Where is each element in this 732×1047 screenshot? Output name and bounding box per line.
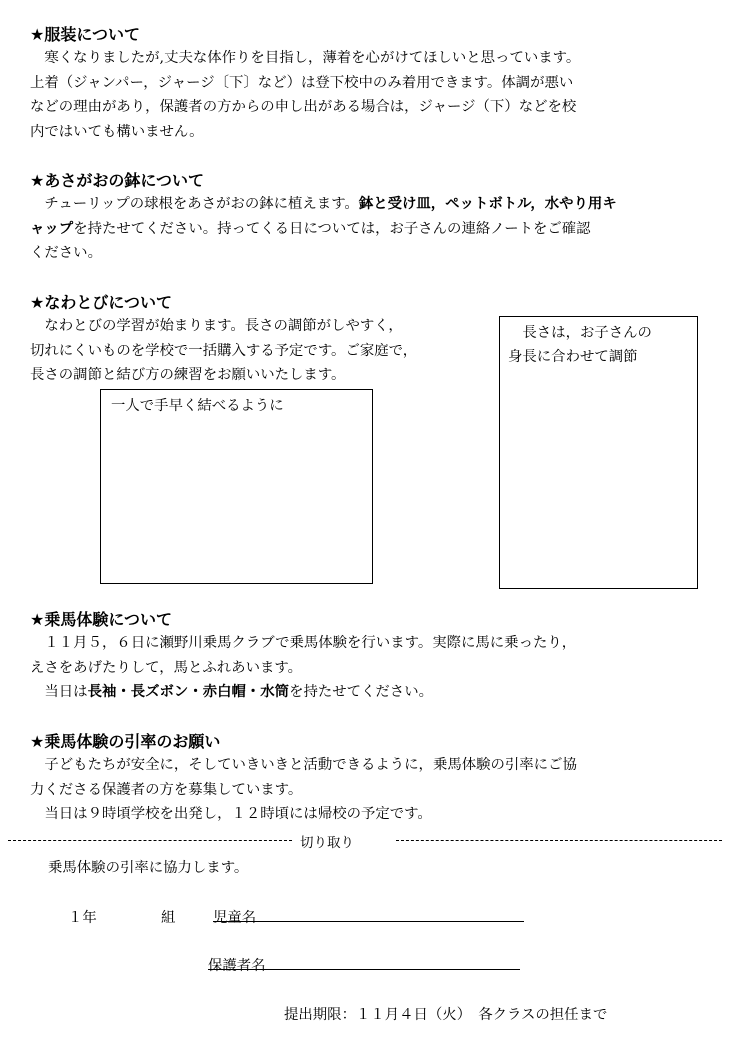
child-name-label: 児童名 [213,910,257,926]
escort-heading: ★乗馬体験の引率のお願い [30,732,221,751]
pot-items-emphasis: 鉢と受け皿，ペットボトル，水やり用キ [358,196,617,212]
rope-illustration-box-length [499,316,698,589]
escort-line-1: 子どもたちが安全に，そしていきいきと活動できるように，乗馬体験の引率にご協 [30,757,577,773]
escort-line-3: 当日は９時頃学校を出発し，１２時頃には帰校の予定です。 [30,806,432,822]
clothing-line-1: 寒くなりましたが,丈夫な体作りを目指し，薄着を心がけてほしいと思っています。 [30,50,581,66]
rope-box-caption-length-1: 長さは，お子さんの [508,325,652,341]
guardian-name-field[interactable] [208,969,520,970]
child-name-field[interactable] [213,921,524,922]
slip-class: 組 [161,910,176,926]
pot-line-3: ください。 [30,245,102,261]
slip-grade: １年 [68,910,97,926]
rope-line-3: 長さの調節と結び方の練習をお願いいたします。 [30,367,346,383]
horse-items-emphasis: 長袖・長ズボン・赤白帽・水筒 [87,684,290,700]
pot-text: チューリップの球根をあさがおの鉢に植えます。 [30,196,359,212]
horse-line-1: １１月５，６日に瀬野川乗馬クラブで乗馬体験を行います。実際に馬に乗ったり， [30,635,577,651]
cut-line-right [396,840,722,841]
escort-line-2: 力くださる保護者の方を募集しています。 [30,781,303,798]
rope-box-caption-tying: 一人で手早く結べるように [111,398,284,414]
pot-section [30,170,700,266]
horse-text: 当日は [30,684,88,700]
horse-section [30,609,700,705]
rope-heading: ★なわとびについて [30,293,173,312]
clothing-heading: ★服装について [30,25,141,44]
pot-text-cont: を持たせてください。持ってくる日については，お子さんの連絡ノートをご確認 [73,220,591,237]
clothing-line-2: 上着（ジャンパー，ジャージ〔下〕など）は登下校中のみ着用できます。体調が悪い [30,74,574,91]
horse-text-cont: を持たせてください。 [289,684,433,700]
horse-line-2: えさをあげたりして，馬とふれあいます。 [30,659,302,676]
horse-heading: ★乗馬体験について [30,610,173,629]
clothing-line-4: 内ではいても構いません。 [30,123,204,140]
cut-label: 切り取り [300,835,354,851]
deadline: 提出期限：１１月４日（火） 各クラスの担任まで [284,1007,608,1023]
horse-line-3 [30,680,700,705]
escort-section [30,731,700,827]
clothing-section [30,24,700,144]
rope-box-caption-length-2: 身長に合わせて調節 [508,349,638,365]
pot-items-emphasis-cont: ャップ [30,220,74,237]
pot-heading: ★あさがおの鉢について [30,171,205,190]
pot-line-1 [30,192,700,217]
rope-illustration-box-tying [100,389,373,584]
guardian-name-label: 保護者名 [208,958,266,974]
rope-line-2: 切れにくいものを学校で一括購入する予定です。ご家庭で， [30,342,418,359]
rope-line-1: なわとびの学習が始まります。長さの調節がしやすく， [30,318,403,334]
pot-line-2 [30,217,700,242]
clothing-line-3: などの理由があり，保護者の方からの申し出がある場合は，ジャージ（下）などを校 [30,99,577,115]
cut-line-left [8,840,292,841]
slip-statement: 乗馬体験の引率に協力します。 [48,860,249,876]
